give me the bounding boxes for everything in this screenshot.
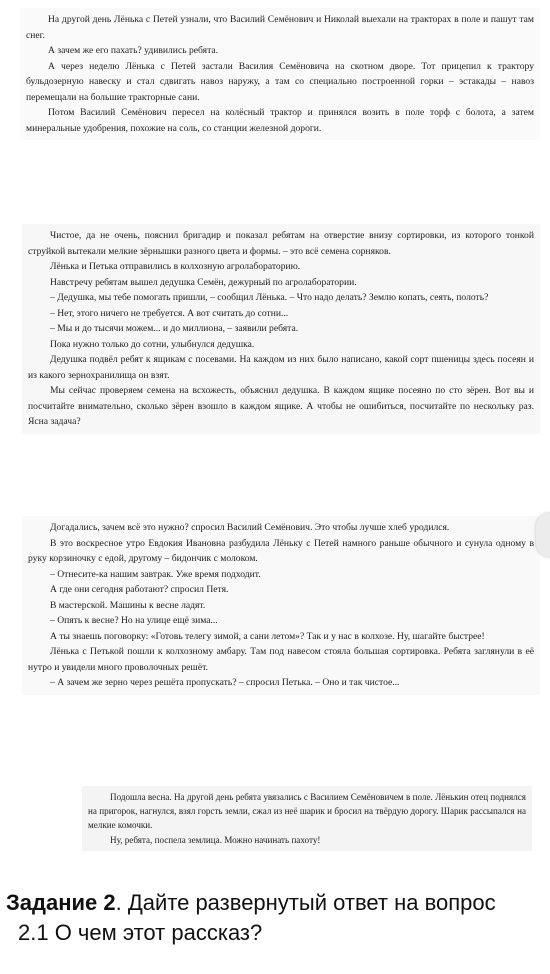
task-prompt: . Дайте развернутый ответ на вопрос bbox=[115, 890, 496, 915]
paragraph: А через неделю Лёнька с Петей застали Василия Семёновича на скотном дворе. Тот прицепил к трактору бульдозерную навеску и стал сдвигать навоз наружу, а там со специально построенной горки – эстакады – навоз перемещали на большие тракторные сани. bbox=[26, 60, 534, 103]
paragraph: Подошла весна. На другой день ребята увязались с Василием Семёновичем в поле. Лёнькин отец поднялся на пригорок, нагнулся, взял горсть земли, сжал из неё шарик и бросил на твёрдую дорогу. Шарик рассыпался на мелкие комочки. bbox=[88, 792, 526, 831]
paragraph: Мы сейчас проверяем семена на всхожесть, объяснил дедушка. В каждом ящике посеяно по сто зёрен. Вот вы и посчитайте внимательно, сколько зёрен взошло в каждом ящике. А чтобы не ошибиться, посчитайте по нескольку раз. Ясна задача? bbox=[28, 385, 534, 427]
paragraph: Пока нужно только до сотни, улыбнулся дедушка. bbox=[50, 338, 255, 350]
paragraph: – Нет, этого ничего не требуется. А вот считать до сотни... bbox=[50, 307, 289, 319]
paragraph: Потом Василий Семёнович пересел на колёсный трактор и принялся возить в поле торф с болота, а затем минеральные удобрения, похожие на соль, со станции железной дороги. bbox=[26, 107, 534, 134]
paragraph: – Дедушка, мы тебе помогать пришли, – сообщил Лёнька. – Что надо делать? Землю копать, сеять, полоть? bbox=[50, 292, 489, 303]
task-label: Задание 2 bbox=[6, 890, 116, 915]
paragraph: В это воскресное утро Евдокия Ивановна разбудила Лёньку с Петей намного раньше обычного и сунула одному в руку корзиночку с едой, другому – бидончик с молоком. bbox=[28, 537, 534, 564]
text-block-spring bbox=[82, 786, 532, 851]
paragraph: Дедушка подвёл ребят к ящикам с посевами. На каждом из них было написано, какой сорт пшеницы здесь посеян и из какого зернохранилища он взят. bbox=[28, 354, 534, 381]
paragraph: Ну, ребята, поспела землица. Можно начинать пахоту! bbox=[110, 834, 321, 845]
paragraph: Лёнька и Петька отправились в колхозную агролабораторию. bbox=[50, 261, 301, 272]
task-question: 2.1 О чем этот рассказ? bbox=[18, 920, 263, 945]
task-section bbox=[6, 888, 542, 948]
paragraph: Навстречу ребятам вышел дедушка Семён, дежурный по агролаборатории. bbox=[50, 276, 357, 288]
paragraph: А где они сегодня работают? спросил Петя. bbox=[50, 584, 229, 595]
paragraph: А зачем же его пахать? удивились ребята. bbox=[48, 45, 219, 56]
paragraph: Догадались, зачем всё это нужно? спросил Василий Семёнович. Это чтобы лучше хлеб уродился. bbox=[50, 522, 450, 533]
text-block-agrolab bbox=[22, 224, 540, 434]
paragraph: На другой день Лёнька с Петей узнали, что Василий Семёнович и Николай выехали на тракторах в поле и пашут там снег. bbox=[26, 14, 534, 41]
paragraph: – Опять к весне? Но на улице ещё зима... bbox=[50, 615, 218, 626]
paragraph: Лёнька с Петькой пошли к колхозному амбару. Там под навесом стояла большая сортировка. Ребята заглянули в её нутро и увидели много проволочных решёт. bbox=[28, 646, 534, 673]
text-block-sorting bbox=[22, 516, 540, 695]
paragraph: – Отнесите-ка нашим завтрак. Уже время подходит. bbox=[50, 568, 261, 580]
text-block-plowing-snow bbox=[20, 8, 540, 140]
paragraph: В мастерской. Машины к весне ладят. bbox=[50, 599, 206, 611]
paragraph: Чистое, да не очень, пояснил бригадир и показал ребятам на отверстие внизу сортировки, из которого тонкой струйкой вытекали мелкие зёрнышки разного цвета и формы. – это всё семена сорняков. bbox=[28, 230, 534, 257]
paragraph: – Мы и до тысячи можем... и до миллиона, – заявили ребята. bbox=[50, 323, 299, 334]
paragraph: А ты знаешь поговорку: «Готовь телегу зимой, а сани летом»? Так и у нас в колхозе. Ну, шагайте быстрее! bbox=[50, 630, 485, 642]
side-scroll-handle[interactable] bbox=[536, 513, 550, 557]
task-heading bbox=[6, 888, 542, 918]
paragraph: – А зачем же зерно через решёта пропускать? – спросил Петька. – Оно и так чистое... bbox=[50, 677, 400, 688]
